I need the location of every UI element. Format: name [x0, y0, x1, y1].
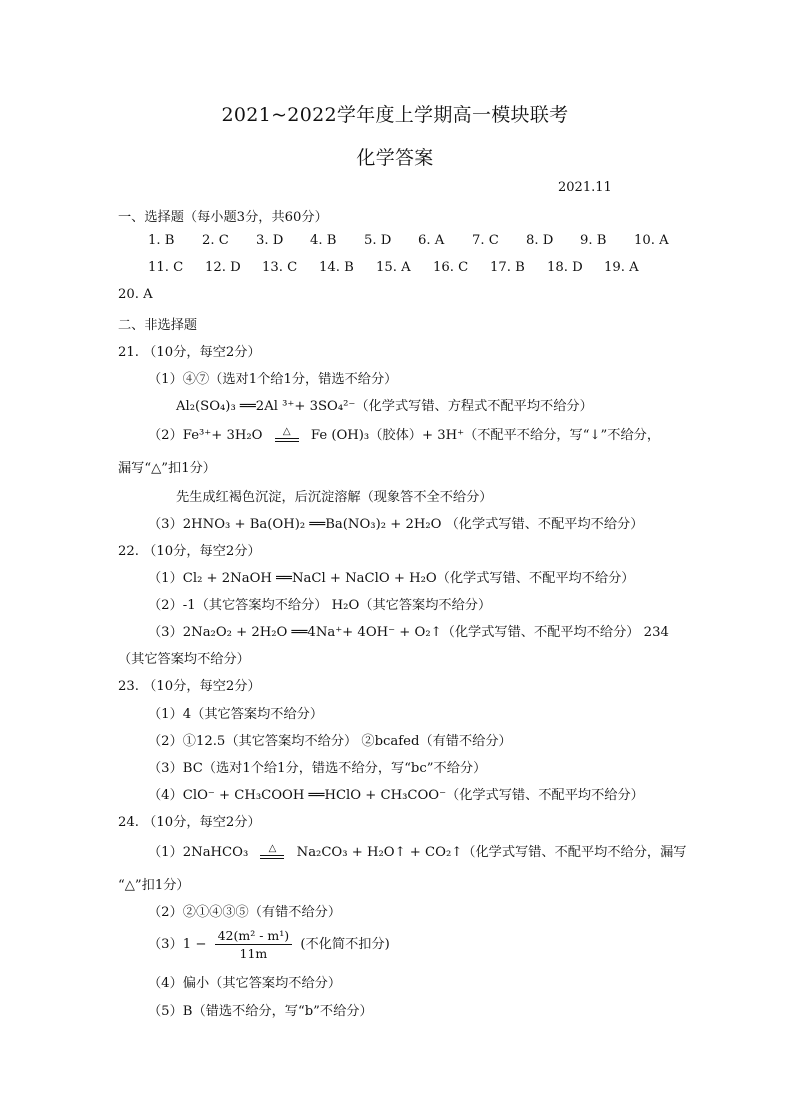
q24-part1-right: Na₂CO₃ + H₂O↑ + CO₂↑（化学式写错、不配平均不给分，漏写 [296, 845, 687, 860]
q23-part3: （3）BC（选对1个给1分，错选不给分，写“bc”不给分） [148, 761, 487, 776]
answer-item: 12. D [205, 260, 241, 275]
answer-item: 11. C [148, 260, 184, 275]
exam-date: 2021.11 [558, 180, 612, 195]
q21-part2-phenomenon: 先生成红褐色沉淀，后沉淀溶解（现象答不全不给分） [176, 490, 493, 505]
fraction [215, 928, 293, 961]
q22-heading: 22. （10分，每空2分） [118, 544, 261, 559]
answer-item: 18. D [547, 260, 583, 275]
q24-part3 [148, 928, 390, 961]
q24-part1-cont: “△”扣1分） [118, 878, 190, 893]
answer-item: 17. B [490, 260, 525, 275]
q21-part3: （3）2HNO₃ + Ba(OH)₂ ══Ba(NO₃)₂ + 2H₂O （化学式写错、不配平均不给分） [148, 517, 644, 532]
q21-part1-equation: Al₂(SO₄)₃ ══2Al ³⁺+ 3SO₄²⁻（化学式写错、方程式不配平均不给分） [176, 399, 593, 414]
q22-part3: （3）2Na₂O₂ + 2H₂O ══4Na⁺+ 4OH⁻ + O₂↑（化学式写错、不配平均不给分） 234 [148, 625, 669, 640]
answer-item: 6. A [418, 233, 445, 248]
q24-part4: （4）偏小（其它答案均不给分） [148, 976, 342, 991]
answer-row-2 [148, 260, 661, 275]
heat-condition-icon: △ [275, 429, 299, 442]
q21-heading: 21. （10分，每空2分） [118, 345, 261, 360]
answer-item: 15. A [376, 260, 411, 275]
answer-row-1 [148, 233, 688, 248]
answer-item: 13. C [262, 260, 298, 275]
q24-part3-right: (不化简不扣分) [300, 937, 390, 952]
q23-part4: （4）ClO⁻ + CH₃COOH ══HClO + CH₃COO⁻（化学式写错、不配平均不给分） [148, 788, 644, 803]
answer-item: 2. C [202, 233, 229, 248]
heat-condition-icon: △ [260, 846, 284, 859]
fraction-denominator: 11m [239, 946, 268, 961]
answer-item: 19. A [604, 260, 639, 275]
q21-part2-left: （2）Fe³⁺+ 3H₂O [148, 428, 263, 443]
q22-part1: （1）Cl₂ + 2NaOH ══NaCl + NaClO + H₂O（化学式写错、不配平均不给分） [148, 571, 635, 586]
q23-part2: （2）①12.5（其它答案均不给分） ②bcafed（有错不给分） [148, 734, 512, 749]
answer-item: 8. D [526, 233, 554, 248]
answer-item: 9. B [580, 233, 607, 248]
answer-item: 14. B [319, 260, 354, 275]
q24-part2: （2）②①④③⑤（有错不给分） [148, 905, 342, 920]
q23-heading: 23. （10分，每空2分） [118, 679, 261, 694]
q22-part2: （2）-1（其它答案均不给分） H₂O（其它答案均不给分） [148, 598, 492, 613]
q24-part3-left: （3）1 − [148, 937, 207, 952]
fraction-numerator: 42(m² - m¹) [215, 928, 293, 945]
section2-heading: 二、非选择题 [118, 318, 198, 333]
answer-item: 16. C [433, 260, 469, 275]
answer-item: 3. D [256, 233, 284, 248]
q21-part2-right: Fe (OH)₃（胶体）+ 3H⁺（不配平不给分，写“↓”不给分， [310, 428, 661, 443]
answer-row-3: 20. A [118, 287, 153, 302]
q24-part5: （5）B（错选不给分，写“b”不给分） [148, 1004, 373, 1019]
answer-item: 7. C [472, 233, 499, 248]
q21-part1: （1）④⑦（选对1个给1分，错选不给分） [148, 372, 398, 387]
q21-part2-cont: 漏写“△”扣1分） [118, 461, 216, 476]
q24-part1-left: （1）2NaHCO₃ [148, 845, 249, 860]
exam-subtitle: 化学答案 [356, 147, 434, 169]
section1-heading: 一、选择题（每小题3分，共60分） [118, 210, 328, 225]
q24-heading: 24. （10分，每空2分） [118, 815, 261, 830]
answer-item: 4. B [310, 233, 337, 248]
q23-part1: （1）4（其它答案均不给分） [148, 707, 324, 722]
answer-item: 10. A [634, 233, 669, 248]
q22-part3-cont: （其它答案均不给分） [118, 652, 250, 667]
q24-part1 [148, 841, 686, 860]
q21-part2 [148, 424, 660, 443]
answer-item: 5. D [364, 233, 392, 248]
exam-title: 2021~2022学年度上学期高一模块联考 [221, 104, 569, 126]
answer-item: 1. B [148, 233, 175, 248]
